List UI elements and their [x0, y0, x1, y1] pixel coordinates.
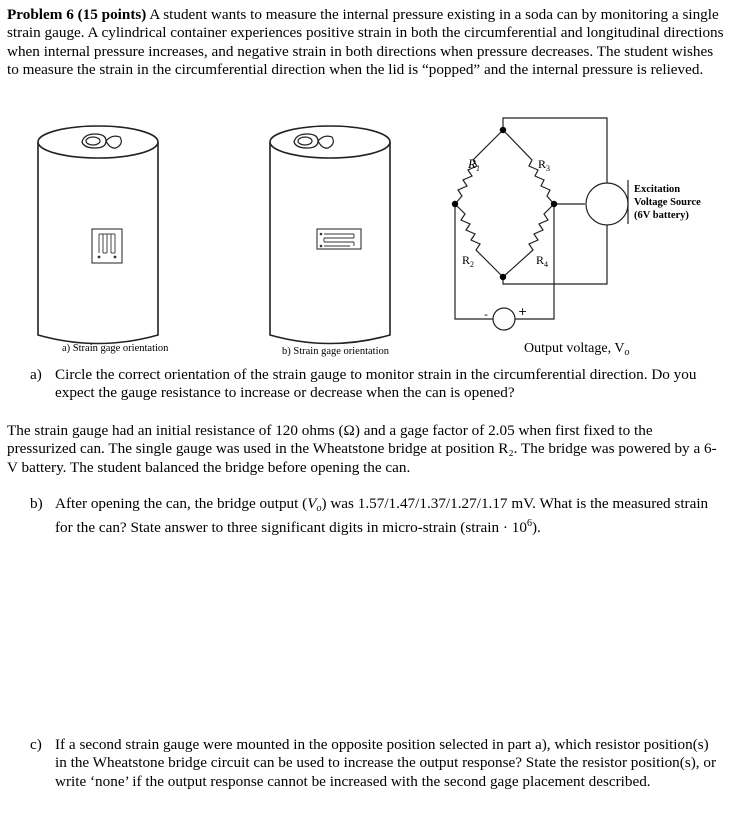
strain-gauge-vertical-icon [92, 229, 122, 263]
caption-output: Output voltage, $V_o$ [524, 341, 630, 358]
node-left [452, 201, 458, 207]
wheatstone-bridge [455, 118, 628, 330]
label-r3: $R_3$ [538, 157, 551, 173]
can-b [270, 126, 390, 344]
label-r1: $R_1$ [468, 156, 480, 173]
polarity-minus: - [484, 308, 488, 321]
node-top [500, 127, 506, 133]
problem-text: A student wants to measure the internal pressure existing in a soda can by monitoring a single strain gauge. A cylindrical container experiences positive strain in both the circumferential and longitudinal directions when internal pressure increases, and negative strain in both directions when pressure decreases. The student wishes to measure the strain in the circumferential direction when the lid is “popped” and the internal pressure is relieved. [7, 6, 724, 79]
figure [0, 0, 731, 370]
source-label-line3: (6V battery) [634, 210, 689, 221]
question-a [30, 366, 720, 403]
voltmeter-icon [493, 308, 515, 330]
given-data-paragraph: The strain gauge had an initial resistance of 120 ohms (Ω) and a gage factor of 2.05 when first fixed to the pressurized can. The single gauge was used in the Wheatstone bridge at position R₂. The bridge was powered by a 6-V battery. The student balanced the bridge before opening the can. [7, 422, 717, 476]
question-b-text: After opening the can, the bridge output (Vo) was 1.57/1.47/1.37/1.27/1.17 mV. What is the measured strain for the can? State answer to three significant digits in micro-strain (strain · $10^6$). [55, 495, 709, 537]
source-label-line2: Voltage Source [634, 197, 701, 208]
question-a-text: Circle the correct orientation of the strain gauge to monitor strain in the circumferential direction. Do you expect the gauge resistance to increase or decrease when the can is opened? [55, 366, 697, 402]
node-bottom [500, 274, 506, 280]
strain-gauge-horizontal-icon [317, 229, 361, 249]
caption-b: b) Strain gage orientation [282, 346, 390, 357]
question-c-label: c) [30, 736, 42, 753]
question-c-text: If a second strain gauge were mounted in the opposite position selected in part a), which resistor position(s) in the Wheatstone bridge circuit can be used to increase the output response? State the resistor position(s), or write ‘none’ if the output response cannot be increased with the second gage placement described. [55, 736, 717, 790]
problem-label: Problem 6 (15 points) [7, 6, 147, 23]
question-b [30, 495, 720, 538]
question-c [30, 736, 720, 791]
battery-icon [586, 183, 628, 225]
can-a [38, 126, 158, 344]
question-a-label: a) [30, 366, 42, 383]
label-r2: $R_2$ [462, 253, 475, 269]
polarity-plus: + [518, 305, 528, 318]
label-r4: $R_4$ [536, 253, 549, 269]
caption-a: a) Strain gage orientation [62, 343, 169, 354]
node-right [551, 201, 557, 207]
source-label-line1: Excitation [634, 184, 681, 195]
question-b-label: b) [30, 495, 43, 512]
